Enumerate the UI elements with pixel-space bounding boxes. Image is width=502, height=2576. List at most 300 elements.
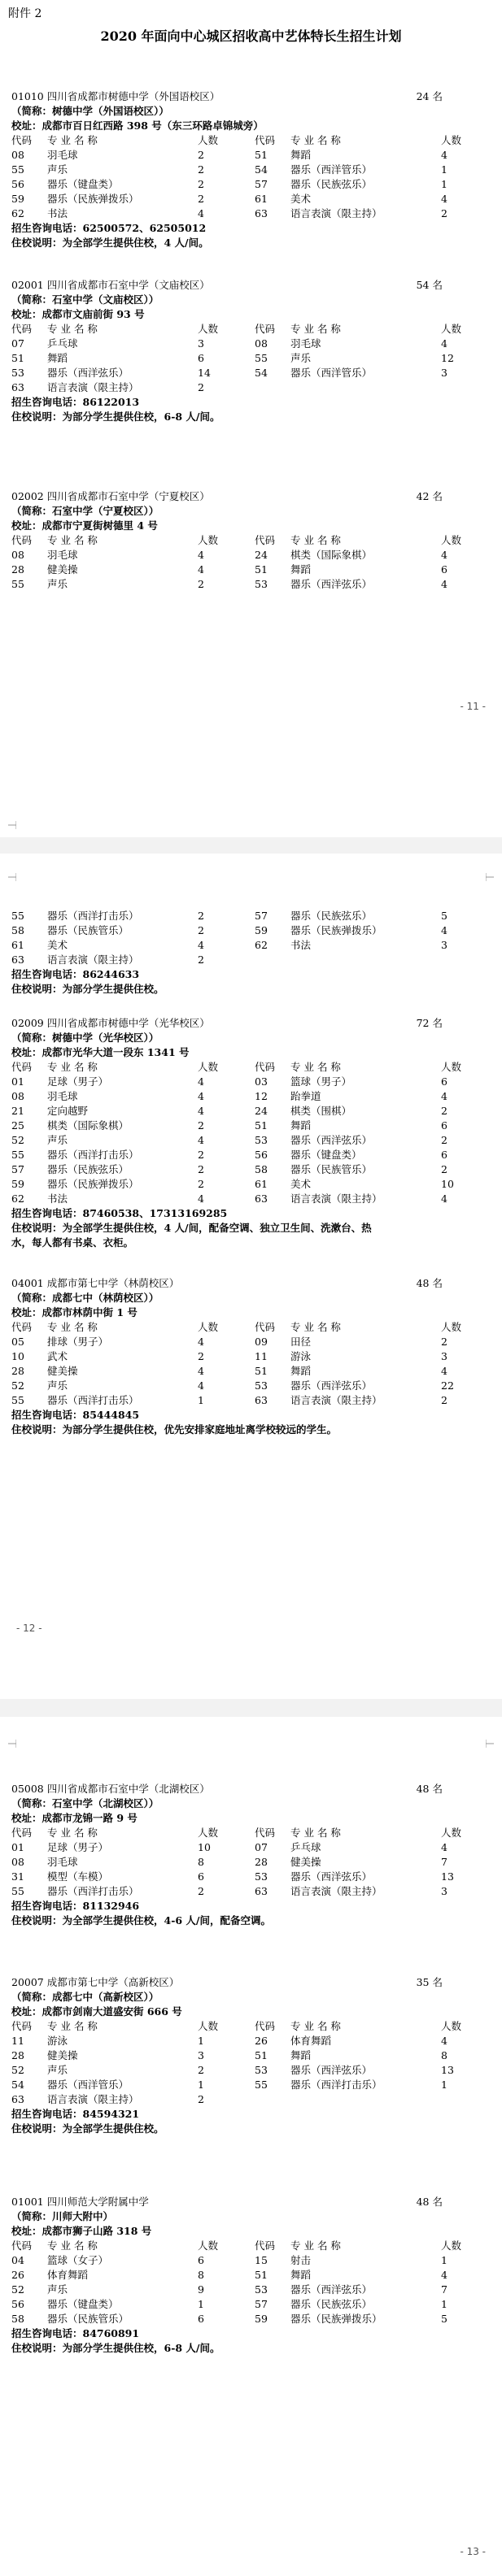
major-code: 28 (11, 563, 24, 576)
major-count: 3 (198, 337, 204, 350)
major-code: 61 (11, 939, 24, 951)
major-count: 6 (198, 352, 204, 364)
major-code: 53 (255, 2064, 268, 2076)
major-count: 1 (441, 2079, 447, 2091)
table-row (11, 2048, 491, 2063)
school-dorm: 住校说明：为部分学生提供住校，优先安排家庭地址离学校较远的学生。 (11, 1423, 338, 1436)
major-name: 器乐（键盘类） (47, 178, 119, 190)
major-count: 4 (198, 563, 204, 576)
major-count: 12 (441, 352, 454, 364)
major-code: 57 (255, 178, 268, 190)
school-address: 校址：成都市剑南大道盛安街 666 号 (11, 2005, 182, 2018)
major-code: 54 (255, 163, 268, 176)
crop-mark-icon (8, 1740, 16, 1748)
major-name: 器乐（民族管乐） (47, 924, 129, 936)
major-code: 53 (255, 1870, 268, 1883)
table-row (11, 1104, 491, 1119)
school-phone: 招生咨询电话：62500572、62505012 (11, 222, 207, 234)
table-row (11, 177, 491, 192)
major-name: 器乐（西洋弦乐） (290, 2064, 373, 2076)
school-total: 35 名 (416, 1976, 443, 1988)
major-count: 7 (441, 2283, 447, 2296)
major-count: 6 (198, 2313, 204, 2325)
table-row (11, 2283, 491, 2297)
major-name: 排球（男子） (47, 1336, 109, 1348)
major-count: 8 (441, 2049, 447, 2061)
major-name: 棋类（围棋） (290, 1105, 352, 1117)
major-count: 2 (198, 1350, 204, 1362)
major-code: 63 (255, 1192, 268, 1205)
table-row (11, 192, 491, 206)
major-code: 62 (11, 1192, 24, 1205)
major-code: 26 (255, 2035, 268, 2047)
major-code: 03 (255, 1075, 268, 1088)
table-row (11, 1884, 491, 1899)
major-count: 2 (198, 1178, 204, 1190)
major-count: 4 (441, 578, 447, 590)
school-phone: 招生咨询电话：86244633 (11, 968, 140, 980)
school-total: 42 名 (416, 490, 443, 502)
page-number: - 11 - (460, 701, 486, 712)
major-name: 田径 (290, 1336, 312, 1348)
school-name: 04001 成都市第七中学（林荫校区） (11, 1277, 180, 1289)
major-name: 美术 (47, 939, 68, 951)
major-count: 2 (198, 193, 204, 205)
table-header: 代码 专 业 名 称 人数 代码 专 业 名 称 人数 (11, 323, 462, 335)
school-address: 校址：成都市宁夏街树德里 4 号 (11, 519, 158, 532)
table-header: 代码 专 业 名 称 人数 代码 专 业 名 称 人数 (11, 1061, 462, 1073)
page-gap (0, 837, 502, 854)
major-code (255, 953, 290, 967)
major-count: 6 (441, 1119, 447, 1132)
major-count: 2 (198, 1163, 204, 1175)
table-row (11, 366, 491, 380)
major-name: 健美操 (47, 1365, 78, 1377)
major-code: 53 (255, 1134, 268, 1146)
major-name: 器乐（西洋管乐） (47, 2079, 129, 2091)
major-count: 2 (198, 2064, 204, 2076)
table-row (11, 1177, 491, 1192)
major-code: 55 (255, 2079, 268, 2091)
major-code: 01 (11, 1841, 24, 1853)
major-code: 58 (11, 924, 24, 936)
major-count: 3 (441, 1885, 447, 1897)
major-count: 4 (441, 337, 447, 350)
major-count: 2 (198, 178, 204, 190)
major-code: 51 (255, 2049, 268, 2061)
table-rows (11, 2253, 491, 2326)
major-code: 52 (11, 2064, 24, 2076)
table-row (11, 563, 491, 577)
table-row (11, 909, 491, 923)
major-code: 56 (11, 178, 24, 190)
major-name: 乒乓球 (290, 1841, 321, 1853)
major-count (441, 2092, 490, 2107)
major-count: 4 (198, 1090, 204, 1102)
table-row (11, 1335, 491, 1349)
major-code: 57 (255, 910, 268, 922)
major-count: 4 (441, 1090, 447, 1102)
table-row (11, 1192, 491, 1206)
major-code: 52 (11, 2283, 24, 2296)
major-name: 语言表演（限主持） (290, 207, 382, 219)
school-dorm: 住校说明：为部分学生提供住校，6-8 人/间。 (11, 2342, 220, 2354)
major-code (255, 380, 290, 395)
table-row (11, 148, 491, 163)
major-name: 羽毛球 (47, 1856, 78, 1868)
major-count (441, 953, 490, 967)
major-count: 4 (441, 2035, 447, 2047)
school-total: 72 名 (416, 1017, 443, 1029)
table-header: 代码 专 业 名 称 人数 代码 专 业 名 称 人数 (11, 1827, 462, 1839)
major-count: 1 (198, 2298, 204, 2310)
school-address: 校址：成都市文庙前街 93 号 (11, 308, 145, 320)
major-name: 器乐（民族弦乐） (290, 910, 373, 922)
table-row (11, 2078, 491, 2092)
major-name: 篮球（女子） (47, 2254, 109, 2266)
major-count: 4 (198, 1134, 204, 1146)
table-row (11, 1840, 491, 1855)
major-name: 体育舞蹈 (290, 2035, 332, 2047)
major-name: 器乐（西洋弦乐） (290, 1134, 373, 1146)
major-count: 2 (198, 924, 204, 936)
major-code: 28 (11, 2049, 24, 2061)
major-code: 59 (255, 2313, 268, 2325)
major-name: 书法 (47, 207, 68, 219)
major-name: 羽毛球 (47, 549, 78, 561)
major-count: 2 (198, 2093, 204, 2105)
table-row (11, 351, 491, 366)
major-name: 模型（车模） (47, 1870, 109, 1883)
table-header: 代码 专 业 名 称 人数 代码 专 业 名 称 人数 (11, 534, 462, 546)
table-row (11, 2297, 491, 2312)
major-code: 25 (11, 1119, 24, 1132)
major-code: 26 (11, 2269, 24, 2281)
major-code: 55 (11, 910, 24, 922)
school-short: （简称：石室中学（文庙校区）） (11, 293, 159, 306)
major-code: 62 (255, 939, 268, 951)
major-count: 1 (198, 2035, 204, 2047)
major-count: 14 (198, 367, 211, 379)
major-code: 59 (255, 924, 268, 936)
major-name: 器乐（民族弦乐） (290, 178, 373, 190)
school-total: 54 名 (416, 279, 443, 291)
major-code: 01 (11, 1075, 24, 1088)
major-count: 4 (441, 1841, 447, 1853)
school-address: 校址：成都市百日红西路 398 号（东三环路卓锦城旁） (11, 119, 264, 132)
school-block (11, 489, 491, 592)
major-code: 10 (11, 1350, 24, 1362)
major-code: 63 (11, 381, 24, 393)
school-name: 02009 四川省成都市树德中学（光华校区） (11, 1017, 210, 1029)
major-name: 舞蹈 (290, 149, 312, 161)
table-rows (11, 548, 491, 592)
school-dorm: 住校说明：为全部学生提供住校，4 人/间，配备空调、独立卫生间、洗漱台、热 (11, 1222, 372, 1234)
major-count: 1 (441, 178, 447, 190)
major-count: 6 (441, 1075, 447, 1088)
major-code: 07 (255, 1841, 268, 1853)
major-code: 04 (11, 2254, 24, 2266)
major-name: 射击 (290, 2254, 312, 2266)
major-count: 1 (441, 163, 447, 176)
major-count: 2 (441, 1134, 447, 1146)
major-count: 2 (441, 1105, 447, 1117)
crop-mark-icon (8, 821, 16, 829)
page-gap (0, 1699, 502, 1717)
school-phone: 招生咨询电话：87460538、17313169285 (11, 1207, 228, 1219)
table-row (11, 1870, 491, 1884)
table-rows (11, 1075, 491, 1206)
major-code: 05 (11, 1336, 24, 1348)
major-name: 器乐（西洋管乐） (290, 367, 373, 379)
major-count: 4 (198, 939, 204, 951)
major-code: 55 (11, 578, 24, 590)
major-code: 51 (255, 1119, 268, 1132)
major-code: 53 (11, 367, 24, 379)
major-code: 61 (255, 193, 268, 205)
table-row (11, 1364, 491, 1379)
school-short: （简称：石室中学（宁夏校区）） (11, 505, 159, 517)
school-block (11, 1782, 491, 1928)
school-block (11, 1276, 491, 1437)
table-row (11, 1855, 491, 1870)
major-count: 4 (441, 2269, 447, 2281)
table-row (11, 2034, 491, 2048)
school-phone: 招生咨询电话：85444845 (11, 1409, 140, 1421)
major-count: 2 (198, 149, 204, 161)
major-name: 舞蹈 (290, 2269, 312, 2281)
major-name: 语言表演（限主持） (290, 1192, 382, 1205)
major-code: 12 (255, 1090, 268, 1102)
major-count: 2 (441, 1394, 447, 1406)
major-count: 2 (198, 163, 204, 176)
major-count: 4 (198, 207, 204, 219)
major-code: 51 (11, 352, 24, 364)
school-short: （简称：树德中学（光华校区）） (11, 1032, 159, 1044)
major-code: 63 (11, 2093, 24, 2105)
table-row (11, 1393, 491, 1408)
major-count: 2 (198, 910, 204, 922)
page-number: - 13 - (460, 2546, 486, 2557)
table-row (11, 163, 491, 177)
major-count: 4 (441, 549, 447, 561)
major-code: 59 (11, 1178, 24, 1190)
table-row (11, 1379, 491, 1393)
school-block (11, 1975, 491, 2136)
major-code: 55 (11, 163, 24, 176)
major-name: 声乐 (47, 1379, 68, 1392)
table-row (11, 206, 491, 221)
document-title: 2020 年面向中心城区招收高中艺体特长生招生计划 (100, 28, 402, 44)
major-name: 器乐（西洋打击乐） (47, 910, 139, 922)
major-code: 57 (11, 1163, 24, 1175)
major-name: 声乐 (47, 578, 68, 590)
major-name: 声乐 (47, 2064, 68, 2076)
major-name: 健美操 (47, 2049, 78, 2061)
major-name: 语言表演（限主持） (47, 954, 139, 966)
table-row (11, 1349, 491, 1364)
school-dorm: 住校说明：为部分学生提供住校，6-8 人/间。 (11, 411, 220, 423)
major-code: 08 (11, 549, 24, 561)
table-row (11, 1075, 491, 1089)
school-short: （简称：树德中学（外国语校区）） (11, 105, 169, 117)
page-12 (0, 854, 502, 1699)
major-count: 9 (198, 2283, 204, 2296)
table-header: 代码 专 业 名 称 人数 代码 专 业 名 称 人数 (11, 134, 462, 146)
crop-mark-icon (8, 873, 16, 881)
major-name: 美术 (290, 193, 312, 205)
major-count: 8 (198, 2269, 204, 2281)
school-address: 校址：成都市狮子山路 318 号 (11, 2225, 152, 2237)
table-row (11, 2312, 491, 2326)
table-row (11, 938, 491, 953)
table-rows (11, 148, 491, 221)
major-name: 武术 (47, 1350, 68, 1362)
major-count: 2 (441, 1163, 447, 1175)
page-13 (0, 1717, 502, 2576)
major-code: 08 (11, 1856, 24, 1868)
major-code: 51 (255, 563, 268, 576)
major-code: 54 (11, 2079, 24, 2091)
major-name: 棋类（国际象棋） (290, 549, 373, 561)
major-code: 52 (11, 1379, 24, 1392)
table-row (11, 2063, 491, 2078)
school-name: 02002 四川省成都市石室中学（宁夏校区） (11, 490, 210, 502)
major-count: 3 (198, 2049, 204, 2061)
major-name: 器乐（民族管乐） (290, 1163, 373, 1175)
table-row (11, 337, 491, 351)
major-code: 55 (11, 1394, 24, 1406)
table-row (11, 548, 491, 563)
major-code: 28 (255, 1856, 268, 1868)
page-11 (0, 0, 502, 837)
major-count: 4 (198, 1365, 204, 1377)
major-count: 7 (441, 1856, 447, 1868)
major-code: 11 (11, 2035, 24, 2047)
major-code: 59 (11, 193, 24, 205)
table-row (11, 2253, 491, 2268)
major-name: 器乐（西洋弦乐） (290, 1870, 373, 1883)
school-dorm: 住校说明：为全部学生提供住校。 (11, 2122, 164, 2135)
major-code: 08 (11, 1090, 24, 1102)
major-code: 55 (255, 352, 268, 364)
school-block (11, 1016, 491, 1250)
major-name: 语言表演（限主持） (47, 381, 139, 393)
major-name: 器乐（西洋打击乐） (47, 1149, 139, 1161)
major-code: 53 (255, 578, 268, 590)
major-name: 书法 (47, 1192, 68, 1205)
school-phone: 招生咨询电话：84760891 (11, 2327, 140, 2339)
major-count: 4 (441, 1192, 447, 1205)
major-name: 器乐（键盘类） (290, 1149, 362, 1161)
major-code: 63 (255, 1394, 268, 1406)
major-count: 2 (198, 381, 204, 393)
school-short: （简称：成都七中（高新校区）） (11, 1991, 159, 2003)
major-count: 1 (198, 1394, 204, 1406)
major-name: 器乐（西洋打击乐） (290, 2079, 382, 2091)
major-code: 53 (255, 2283, 268, 2296)
school-total: 48 名 (416, 1277, 443, 1289)
major-code: 55 (11, 1885, 24, 1897)
major-name: 羽毛球 (290, 337, 321, 350)
major-count: 1 (198, 2079, 204, 2091)
table-row (11, 577, 491, 592)
school-dorm: 住校说明：为全部学生提供住校，4 人/间。 (11, 237, 209, 249)
table-row (11, 2092, 491, 2107)
major-count: 13 (441, 1870, 454, 1883)
major-code: 55 (11, 1149, 24, 1161)
major-name: 器乐（民族管乐） (47, 2313, 129, 2325)
major-name (290, 2092, 441, 2107)
school-block (11, 2195, 491, 2356)
major-name: 舞蹈 (47, 352, 68, 364)
major-name: 器乐（键盘类） (47, 2298, 119, 2310)
major-count: 1 (441, 2298, 447, 2310)
major-code: 56 (255, 1149, 268, 1161)
school-name: 01010 四川省成都市树德中学（外国语校区） (11, 90, 220, 102)
major-code: 09 (255, 1336, 268, 1348)
school-dorm: 住校说明：为部分学生提供住校。 (11, 983, 164, 995)
major-count: 22 (441, 1379, 454, 1392)
school-name: 02001 四川省成都市石室中学（文庙校区） (11, 279, 210, 291)
major-count: 10 (441, 1178, 454, 1190)
major-count: 4 (198, 1105, 204, 1117)
major-count: 6 (198, 1870, 204, 1883)
major-code: 31 (11, 1870, 24, 1883)
major-name: 语言表演（限主持） (290, 1394, 382, 1406)
major-name: 器乐（西洋弦乐） (290, 578, 373, 590)
major-count: 2 (198, 578, 204, 590)
major-code: 56 (11, 2298, 24, 2310)
major-name: 篮球（男子） (290, 1075, 352, 1088)
school-dorm-cont: 水，每人都有书桌、衣柜。 (11, 1236, 134, 1249)
major-name: 声乐 (47, 1134, 68, 1146)
major-count: 6 (198, 2254, 204, 2266)
major-name: 器乐（民族弹拨乐） (290, 2313, 382, 2325)
major-code (255, 2092, 290, 2107)
major-code: 61 (255, 1178, 268, 1190)
school-total: 24 名 (416, 90, 443, 102)
major-code: 15 (255, 2254, 268, 2266)
major-count: 4 (441, 193, 447, 205)
school-block (11, 278, 491, 424)
major-code: 63 (255, 1885, 268, 1897)
major-name: 声乐 (47, 163, 68, 176)
major-name: 足球（男子） (47, 1841, 109, 1853)
major-name: 棋类（国际象棋） (47, 1119, 129, 1132)
school-name: 05008 四川省成都市石室中学（北湖校区） (11, 1783, 210, 1795)
major-name: 器乐（民族弹拨乐） (290, 924, 382, 936)
major-name: 器乐（西洋弦乐） (290, 2283, 373, 2296)
major-count: 4 (198, 1192, 204, 1205)
major-name: 舞蹈 (290, 1365, 312, 1377)
major-count: 4 (198, 1336, 204, 1348)
table-rows (11, 1335, 491, 1408)
major-name: 健美操 (47, 563, 78, 576)
major-name: 羽毛球 (47, 1090, 78, 1102)
major-code: 63 (11, 954, 24, 966)
major-name: 书法 (290, 939, 312, 951)
major-name: 定向越野 (47, 1105, 89, 1117)
table-rows (11, 337, 491, 395)
major-count: 6 (441, 563, 447, 576)
major-count: 3 (441, 367, 447, 379)
major-count: 5 (441, 910, 447, 922)
major-name: 游泳 (47, 2035, 68, 2047)
crop-mark-icon (486, 873, 494, 881)
major-code: 07 (11, 337, 24, 350)
major-name: 乒乓球 (47, 337, 78, 350)
